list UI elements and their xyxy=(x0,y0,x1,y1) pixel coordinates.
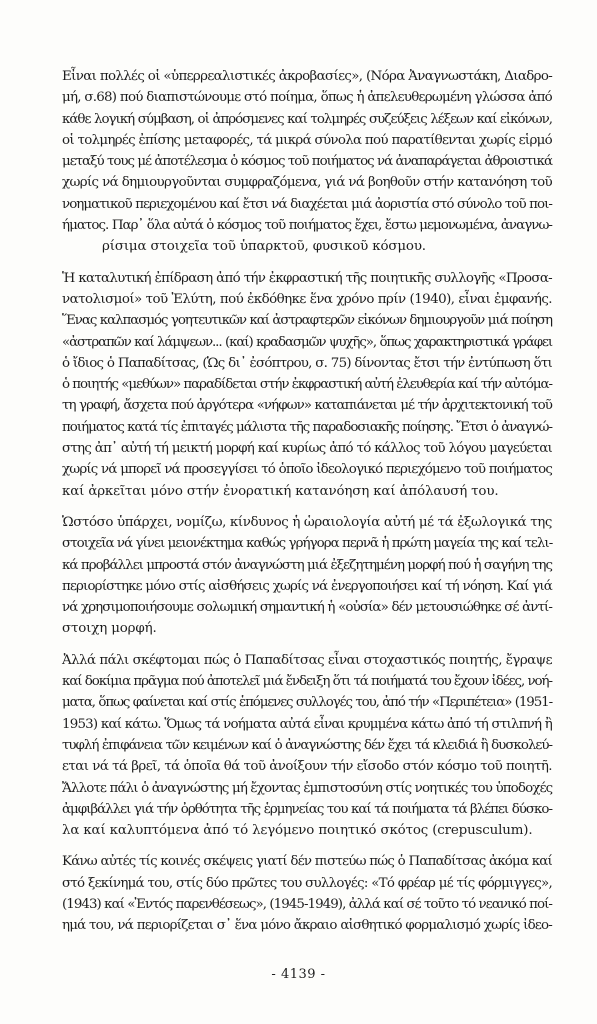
paragraph xyxy=(62,650,552,842)
text-line: εται νά τά βρεῖ, τά ὁποῖα θά τοῦ ἀνοίξουν τήν εἴσοδο στόν κόσμο τοῦ ποιητῆ. xyxy=(62,759,552,775)
text-line: ὁ ἴδιος ὁ Παπαδίτσας, (Ὡς δι᾽ ἐσόπτρου, σ. 75) δίνοντας ἔτσι τήν ἐντύπωση ὅτι xyxy=(62,355,552,371)
text-line: περιορίστηκε μόνο στίς αἰσθήσεις χωρίς νά ἐνεργοποιήσει καί τή νόηση. Καί γιά xyxy=(62,578,552,594)
text-line: 1953) καί κάτω. Ὅμως τά νοήματα αὐτά εἶναι κρυμμένα κάτω ἀπό τή στιλπνή ἢ xyxy=(62,716,552,732)
text-line: μεταξύ τους μέ ἀποτέλεσμα ὁ κόσμος τοῦ ποιήματος νά ἀναπαράγεται ἀθροιστικά xyxy=(62,154,552,170)
text-line: νατολισμοί» τοῦ Ἐλύτη, πού ἐκδόθηκε ἕνα χρόνο πρίν (1940), εἶναι ἐμφανής. xyxy=(62,291,552,307)
text-line: μή, σ.68) πού διαπιστώνουμε στό ποίημα, ὅπως ἡ ἀπελευθερωμένη γλώσσα ἀπό xyxy=(62,90,552,106)
text-line: ήματος. Παρ᾽ ὅλα αὐτά ὁ κόσμος τοῦ ποιήματος ἔχει, ἔστω μεμονωμένα, ἀναγνω- xyxy=(62,218,552,234)
text-line: ἀμφιβάλλει γιά τήν ὀρθότητα τῆς ἑρμηνείας του καί τά ποιήματα τά βλέπει δύσκο- xyxy=(62,801,552,817)
text-line: στης ἀπ᾽ αὐτή τή μεικτή μορφή καί κυρίως ἀπό τό κάλλος τοῦ λόγου μαγεύεται xyxy=(62,441,552,457)
text-line: Ἀλλά πάλι σκέφτομαι πώς ὁ Παπαδίτσας εἶναι στοχαστικός ποιητής, ἔγραψε xyxy=(62,652,552,668)
text-line: καί δοκίμια πρᾶγμα πού ἀποτελεῖ μιά ἔνδειξη ὅτι τά ποιήματά του ἔχουν ἰδέες, νοή- xyxy=(62,674,552,690)
text-line: Εἶναι πολλές οἱ «ὑπερρεαλιστικές ἀκροβασίες», (Νόρα Ἀναγνωστάκη, Διαδρο- xyxy=(62,69,553,84)
text-line: καί ἀρκεῖται μόνο στήν ἐνορατική κατανόηση καί ἀπόλαυσή του. xyxy=(62,483,499,499)
text-line: στοιχεῖα νά γίνει μειονέκτημα καθώς γρήγορα περνᾶ ἡ πρώτη μαγεία της καί τελι- xyxy=(62,536,553,552)
text-line: (1943) καί «Ἐντός παρενθέσεως», (1945-1949), ἀλλά καί σέ τοῦτο τό νεανικό ποί- xyxy=(62,896,552,912)
text-line: στοιχη μορφή. xyxy=(62,621,157,637)
text-line: κά προβάλλει μπροστά στόν ἀναγνώστη μιά ἐξεζητημένη μορφή πού ἡ σαγήνη της xyxy=(62,557,552,573)
paragraph xyxy=(62,512,552,640)
text-line: στό ξεκίνημά του, στίς δύο πρῶτες του συλλογές: «Τό φρέαρ μέ τίς φόρμιγγες», xyxy=(62,875,552,891)
text-line: λα καί καλυπτόμενα ἀπό τό λεγόμενο ποιητικό σκότος (crepusculum). xyxy=(62,823,533,839)
paragraph xyxy=(62,851,552,936)
text-line: ποιήματος κατά τίς ἐπιταγές μάλιστα τῆς παραδοσιακῆς ποίησης. Ἔτσι ὁ ἀναγνώ- xyxy=(62,419,553,435)
text-line: Ἡ καταλυτική ἐπίδραση ἀπό τήν ἐκφραστική τῆς ποιητικῆς συλλογῆς «Προσα- xyxy=(62,270,552,286)
text-line: νά χρησιμοποιήσουμε σολωμική σημαντική ἡ «οὐσία» δέν μετουσιώθηκε σέ ἀντί- xyxy=(62,600,552,616)
page-body xyxy=(62,66,552,947)
text-line: ματα, ὅπως φαίνεται καί στίς ἑπόμενες συλλογές του, ἀπό τήν «Περιπέτεια» (1951- xyxy=(62,695,552,711)
text-line: Ὡστόσο ὑπάρχει, νομίζω, κίνδυνος ἡ ὡραιολογία αὐτή μέ τά ἐξωλογικά της xyxy=(62,514,552,530)
text-line: Ἕνας καλπασμός γοητευτικῶν καί ἀστραφτερῶν εἰκόνων δημιουργοῦν μιά ποίηση xyxy=(62,313,552,329)
text-line: χωρίς νά δημιουργοῦνται συμφραζόμενα, γιά νά βοηθοῦν στήν κατανόηση τοῦ xyxy=(62,175,552,191)
text-line: «ἀστραπῶν καί λάμψεων... (καί) κραδασμῶν ψυχῆς», ὅπως χαρακτηριστικά γράφει xyxy=(62,334,552,350)
text-line: τη γραφή, ἄσχετα πού ἀργότερα «νήφων» καταπιάνεται μέ τήν ἀρχιτεκτονική τοῦ xyxy=(62,398,552,414)
text-line: κάθε λογική σύμβαση, οἱ ἀπρόσμενες καί τολμηρές συζεύξεις λέξεων καί εἰκόνων, xyxy=(62,111,552,127)
paragraph xyxy=(62,268,552,502)
text-line: ὁ ποιητής «μεθύων» παραδίδεται στήν ἐκφραστική αὐτή ἐλευθερία καί τήν αὐτόμα- xyxy=(62,377,552,393)
page-number: - 4139 - xyxy=(271,967,326,982)
text-line: οἱ τολμηρές ἐπίσης μεταφορές, τά μικρά σύνολα πού παρατίθενται χωρίς εἱρμό xyxy=(62,132,552,148)
text-line: ρίσιμα στοιχεῖα τοῦ ὑπαρκτοῦ, φυσικοῦ κόσμου. xyxy=(102,239,426,255)
text-line: χωρίς νά μπορεῖ νά προσεγγίσει τό ὁποῖο ἰδεολογικό περιεχόμενο τοῦ ποιήματος xyxy=(62,462,552,478)
text-line: τυφλή ἐπιφάνεια τῶν κειμένων καί ὁ ἀναγνώστης δέν ἔχει τά κλειδιά ἢ δυσκολεύ- xyxy=(62,737,552,753)
text-line: ημά του, νά περιορίζεται σ᾽ ἕνα μόνο ἄκραιο αἰσθητικό φορμαλισμό χωρίς ἰδεο- xyxy=(62,918,552,934)
text-line: Ἄλλοτε πάλι ὁ ἀναγνώστης μή ἔχοντας ἐμπιστοσύνη στίς νοητικές του ὑποδοχές xyxy=(62,780,553,796)
paragraph xyxy=(62,66,552,258)
text-line: νοηματικοῦ περιεχομένου καί ἔτσι νά διαχέεται μιά ἀοριστία στό σύνολο τοῦ ποι- xyxy=(62,196,552,212)
text-line: Κάνω αὐτές τίς κοινές σκέψεις γιατί δέν πιστεύω πώς ὁ Παπαδίτσας ἀκόμα καί xyxy=(62,854,552,870)
